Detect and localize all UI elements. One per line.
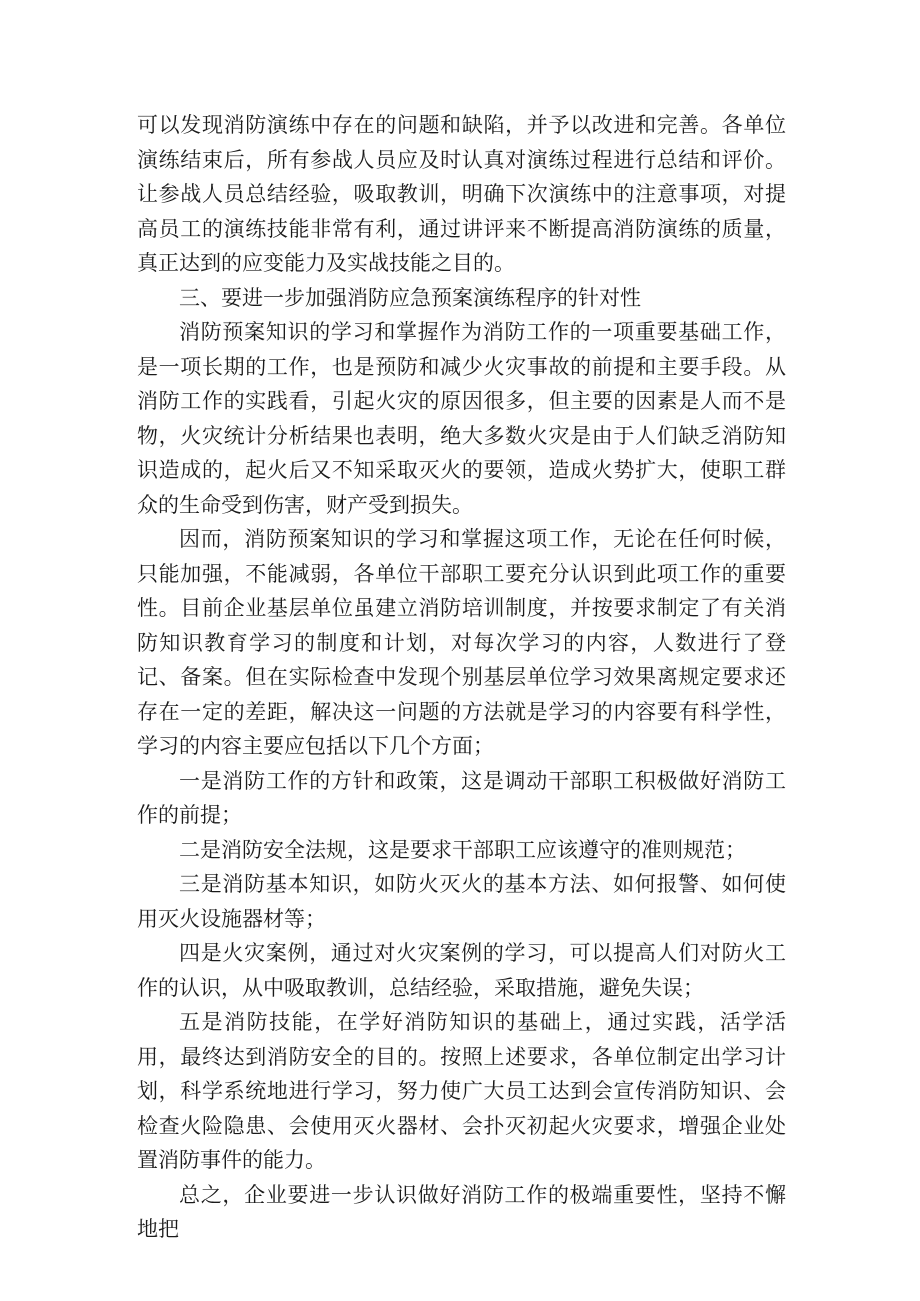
paragraph-conclusion: 总之，企业要进一步认识做好消防工作的极端重要性，坚持不懈地把 [137, 1182, 786, 1241]
paragraph: 消防预案知识的学习和掌握作为消防工作的一项重要基础工作，是一项长期的工作，也是预防和减少火灾事故的前提和主要手段。从消防工作的实践看，引起火灾的原因很多，但主要的因素是人而不是物，火灾统计分析结果也表明，绝大多数火灾是由于人们缺乏消防知识造成的，起火后又不知采取灭火的要领，造成火势扩大，使职工群众的生命受到伤害，财产受到损失。 [137, 320, 786, 517]
list-item-2: 二是消防安全法规，这是要求干部职工应该遵守的准则规范； [179, 837, 746, 862]
section-heading: 三、要进一步加强消防应急预案演练程序的针对性 [179, 285, 641, 310]
list-item-3: 三是消防基本知识，如防火灭火的基本方法、如何报警、如何使用灭火设施器材等； [137, 872, 786, 931]
list-item-4: 四是火灾案例，通过对火灾案例的学习，可以提高人们对防火工作的认识，从中吸取教训，总结经验，采取措施，避免失误； [137, 941, 786, 1000]
list-item-1: 一是消防工作的方针和政策，这是调动干部职工积极做好消防工作的前提； [137, 768, 786, 827]
paragraph-continued: 可以发现消防演练中存在的问题和缺陷，并予以改进和完善。各单位演练结束后，所有参战人员应及时认真对演练过程进行总结和评价。让参战人员总结经验，吸取教训，明确下次演练中的注意事项，对提高员工的演练技能非常有利，通过讲评来不断提高消防演练的质量，真正达到的应变能力及实战技能之目的。 [137, 113, 786, 275]
paragraph: 因而，消防预案知识的学习和掌握这项工作，无论在任何时候，只能加强，不能减弱，各单位干部职工要充分认识到此项工作的重要性。目前企业基层单位虽建立消防培训制度，并按要求制定了有关消防知识教育学习的制度和计划，对每次学习的内容，人数进行了登记、备案。但在实际检查中发现个别基层单位学习效果离规定要求还存在一定的差距，解决这一问题的方法就是学习的内容要有科学性，学习的内容主要应包括以下几个方面； [137, 527, 786, 758]
list-item-5: 五是消防技能，在学好消防知识的基础上，通过实践，活学活用，最终达到消防安全的目的。按照上述要求，各单位制定出学习计划，科学系统地进行学习，努力使广大员工达到会宣传消防知识、会检查火险隐患、会使用灭火器材、会扑灭初起火灾要求，增强企业处置消防事件的能力。 [137, 1010, 786, 1172]
document-body [137, 108, 786, 1247]
